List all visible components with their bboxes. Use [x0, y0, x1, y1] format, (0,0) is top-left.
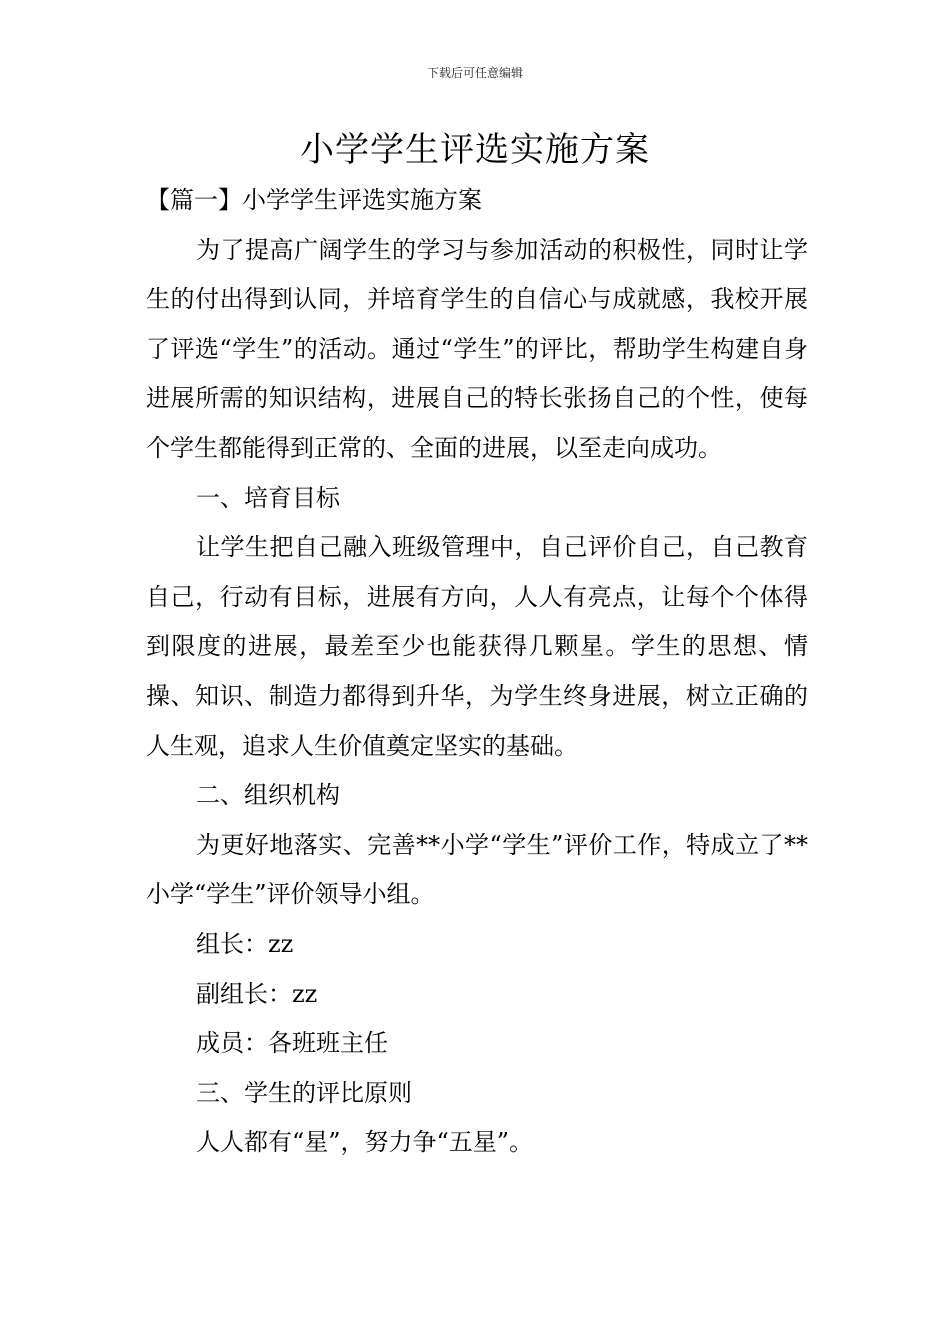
line-members: 成员：各班班主任: [196, 1029, 388, 1058]
paragraph-organization: 为更好地落实、完善**小学“学生”评价工作，特成立了**小学“学生”评价领导小组。: [146, 830, 808, 909]
heading-principles: 三、学生的评比原则: [196, 1078, 412, 1107]
line-leader: 组长：zz: [196, 929, 294, 958]
section-label: 【篇一】小学学生评选实施方案: [146, 186, 482, 214]
heading-goals: 一、培育目标: [196, 483, 340, 512]
document-body: [146, 176, 808, 1168]
header-note: 下载后可任意编辑: [426, 66, 523, 80]
paragraph-goals: 让学生把自己融入班级管理中，自己评价自己，自己教育自己，行动有目标，进展有方向，人人有亮点，让每个个体得到限度的进展，最差至少也能获得几颗星。学生的思想、情操、知识、制造力都得到升华，为学生终身进展，树立正确的人生观，追求人生价值奠定坚实的基础。: [146, 533, 808, 760]
heading-organization: 二、组织机构: [196, 781, 340, 810]
line-deputy-leader: 副组长：zz: [196, 979, 318, 1008]
document-title: 小学学生评选实施方案: [300, 130, 650, 170]
paragraph-principles: 人人都有“星”，努力争“五星”。: [196, 1128, 534, 1157]
paragraph-intro: 为了提高广阔学生的学习与参加活动的积极性，同时让学生的付出得到认同，并培育学生的自信心与成就感，我校开展了评选“学生”的活动。通过“学生”的评比，帮助学生构建自身进展所需的知识结构，进展自己的特长张扬自己的个性，使每个学生都能得到正常的、全面的进展，以至走向成功。: [146, 235, 808, 462]
